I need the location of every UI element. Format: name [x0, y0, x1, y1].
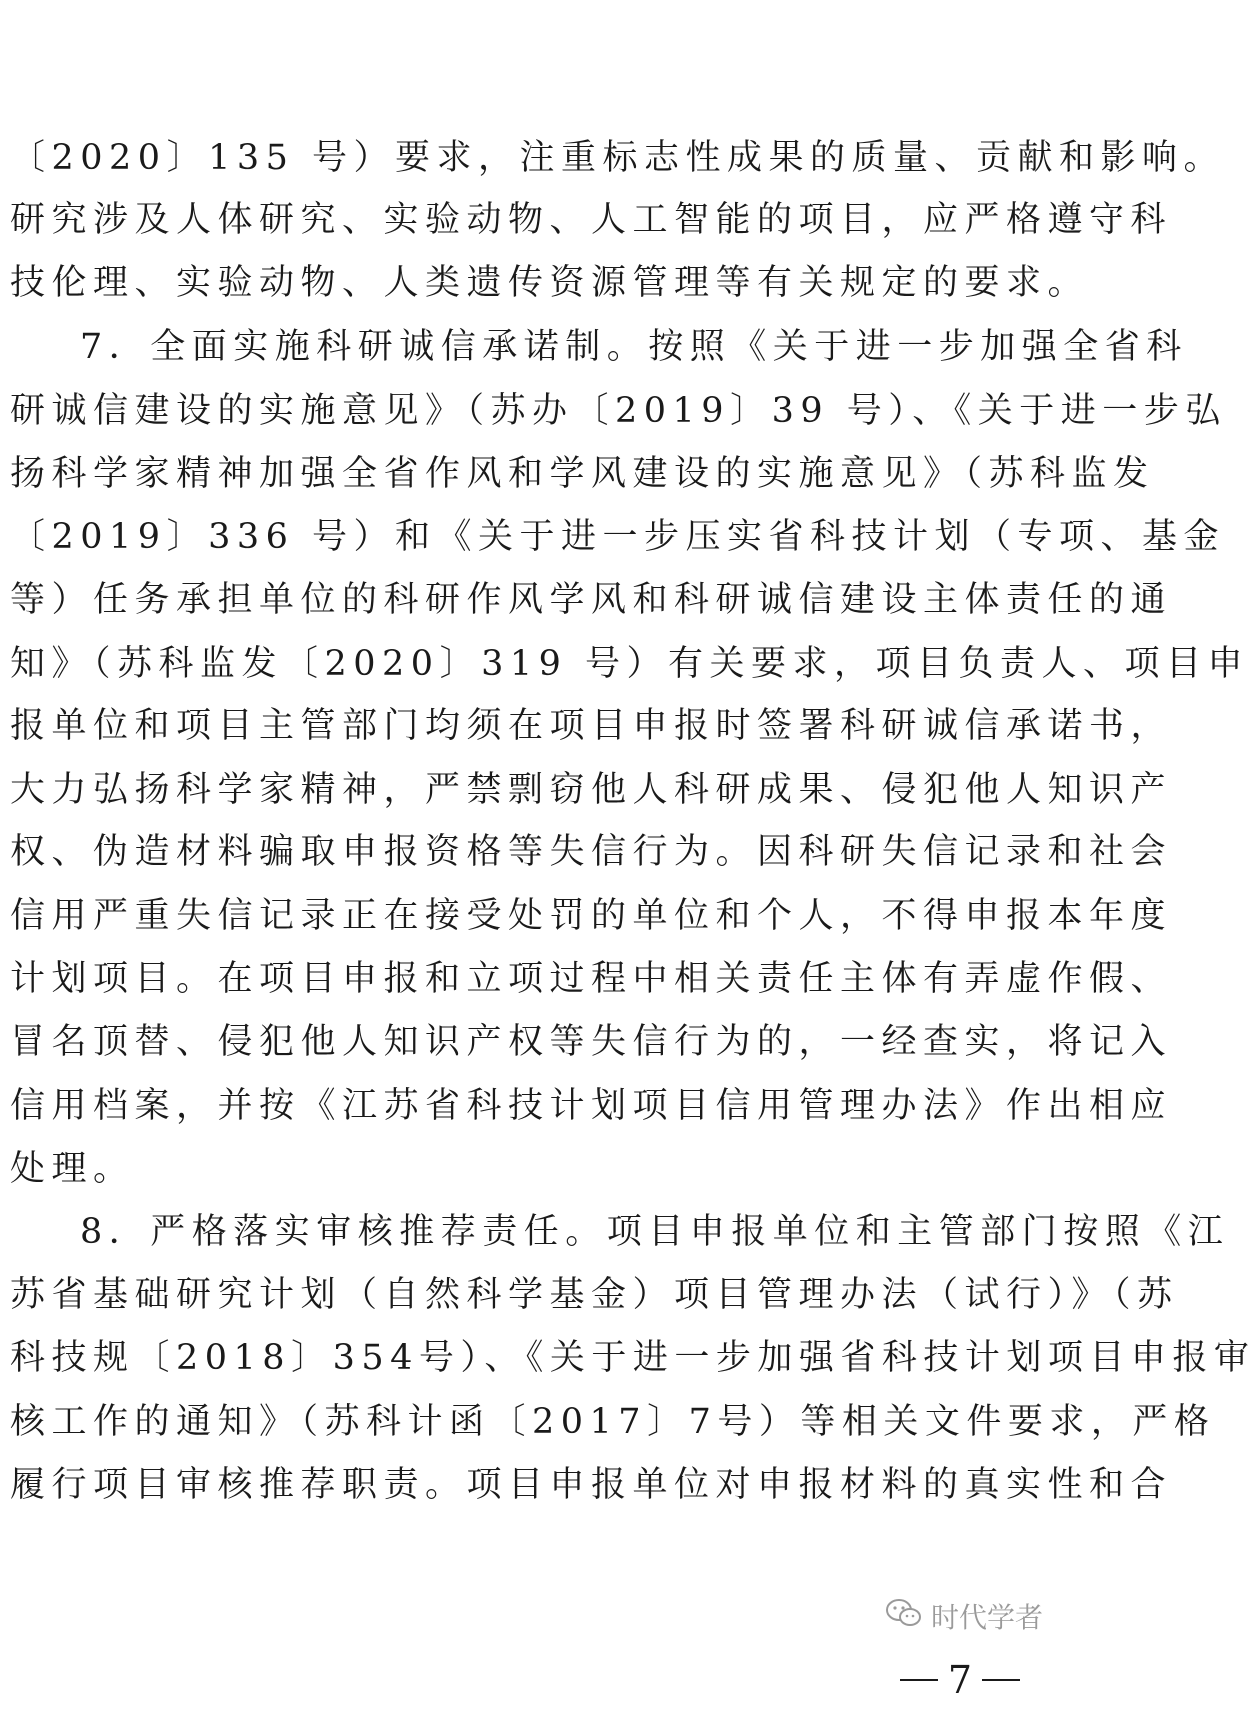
text-line: 技伦理、实验动物、人类遗传资源管理等有关规定的要求。: [10, 263, 1090, 303]
page-number-dash-right: [982, 1679, 1020, 1681]
text-line: 〔2020〕135 号）要求，注重标志性成果的质量、贡献和影响。: [10, 138, 1226, 178]
page-number-dash-left: [900, 1679, 938, 1681]
page-number: [880, 1655, 1040, 1705]
wechat-watermark: [885, 1596, 1043, 1636]
text-line: 扬科学家精神加强全省作风和学风建设的实施意见》（苏科监发: [10, 454, 1155, 494]
text-line: 信用档案，并按《江苏省科技计划项目信用管理办法》作出相应: [10, 1086, 1173, 1126]
watermark-text: 时代学者: [931, 1601, 1044, 1634]
text-line: 科技规〔2018〕354号）、《关于进一步加强省科技计划项目申报审: [10, 1338, 1255, 1378]
text-line: 履行项目审核推荐职责。项目申报单位对申报材料的真实性和合: [10, 1465, 1173, 1505]
text-line: 等）任务承担单位的科研作风学风和科研诚信建设主体责任的通: [10, 580, 1173, 620]
text-line: 苏省基础研究计划（自然科学基金）项目管理办法（试行）》（苏: [10, 1275, 1179, 1315]
text-line: 信用严重失信记录正在接受处罚的单位和个人，不得申报本年度: [10, 896, 1173, 936]
text-line: 报单位和项目主管部门均须在项目申报时签署科研诚信承诺书，: [10, 706, 1173, 746]
text-line: 研诚信建设的实施意见》（苏办〔2019〕39 号）、《关于进一步弘: [10, 391, 1227, 431]
text-line: 计划项目。在项目申报和立项过程中相关责任主体有弄虚作假、: [10, 959, 1173, 999]
page-number-value: 7: [947, 1658, 973, 1702]
text-line: 研究涉及人体研究、实验动物、人工智能的项目，应严格遵守科: [10, 200, 1173, 240]
text-line: 8．严格落实审核推荐责任。项目申报单位和主管部门按照《江: [80, 1212, 1230, 1252]
text-line: 7．全面实施科研诚信承诺制。按照《关于进一步加强全省科: [80, 327, 1188, 367]
text-line: 处理。: [10, 1149, 135, 1189]
text-line: 知》（苏科监发〔2020〕319 号）有关要求，项目负责人、项目申: [10, 644, 1250, 684]
text-line: 冒名顶替、侵犯他人知识产权等失信行为的，一经查实，将记入: [10, 1022, 1173, 1062]
wechat-icon: [885, 1597, 923, 1636]
text-line: 〔2019〕336 号）和《关于进一步压实省科技计划（专项、基金: [10, 517, 1226, 557]
text-line: 大力弘扬科学家精神，严禁剽窃他人科研成果、侵犯他人知识产: [10, 770, 1173, 810]
text-line: 核工作的通知》（苏科计函〔2017〕7号）等相关文件要求，严格: [10, 1402, 1216, 1442]
text-line: 权、伪造材料骗取申报资格等失信行为。因科研失信记录和社会: [10, 832, 1173, 872]
